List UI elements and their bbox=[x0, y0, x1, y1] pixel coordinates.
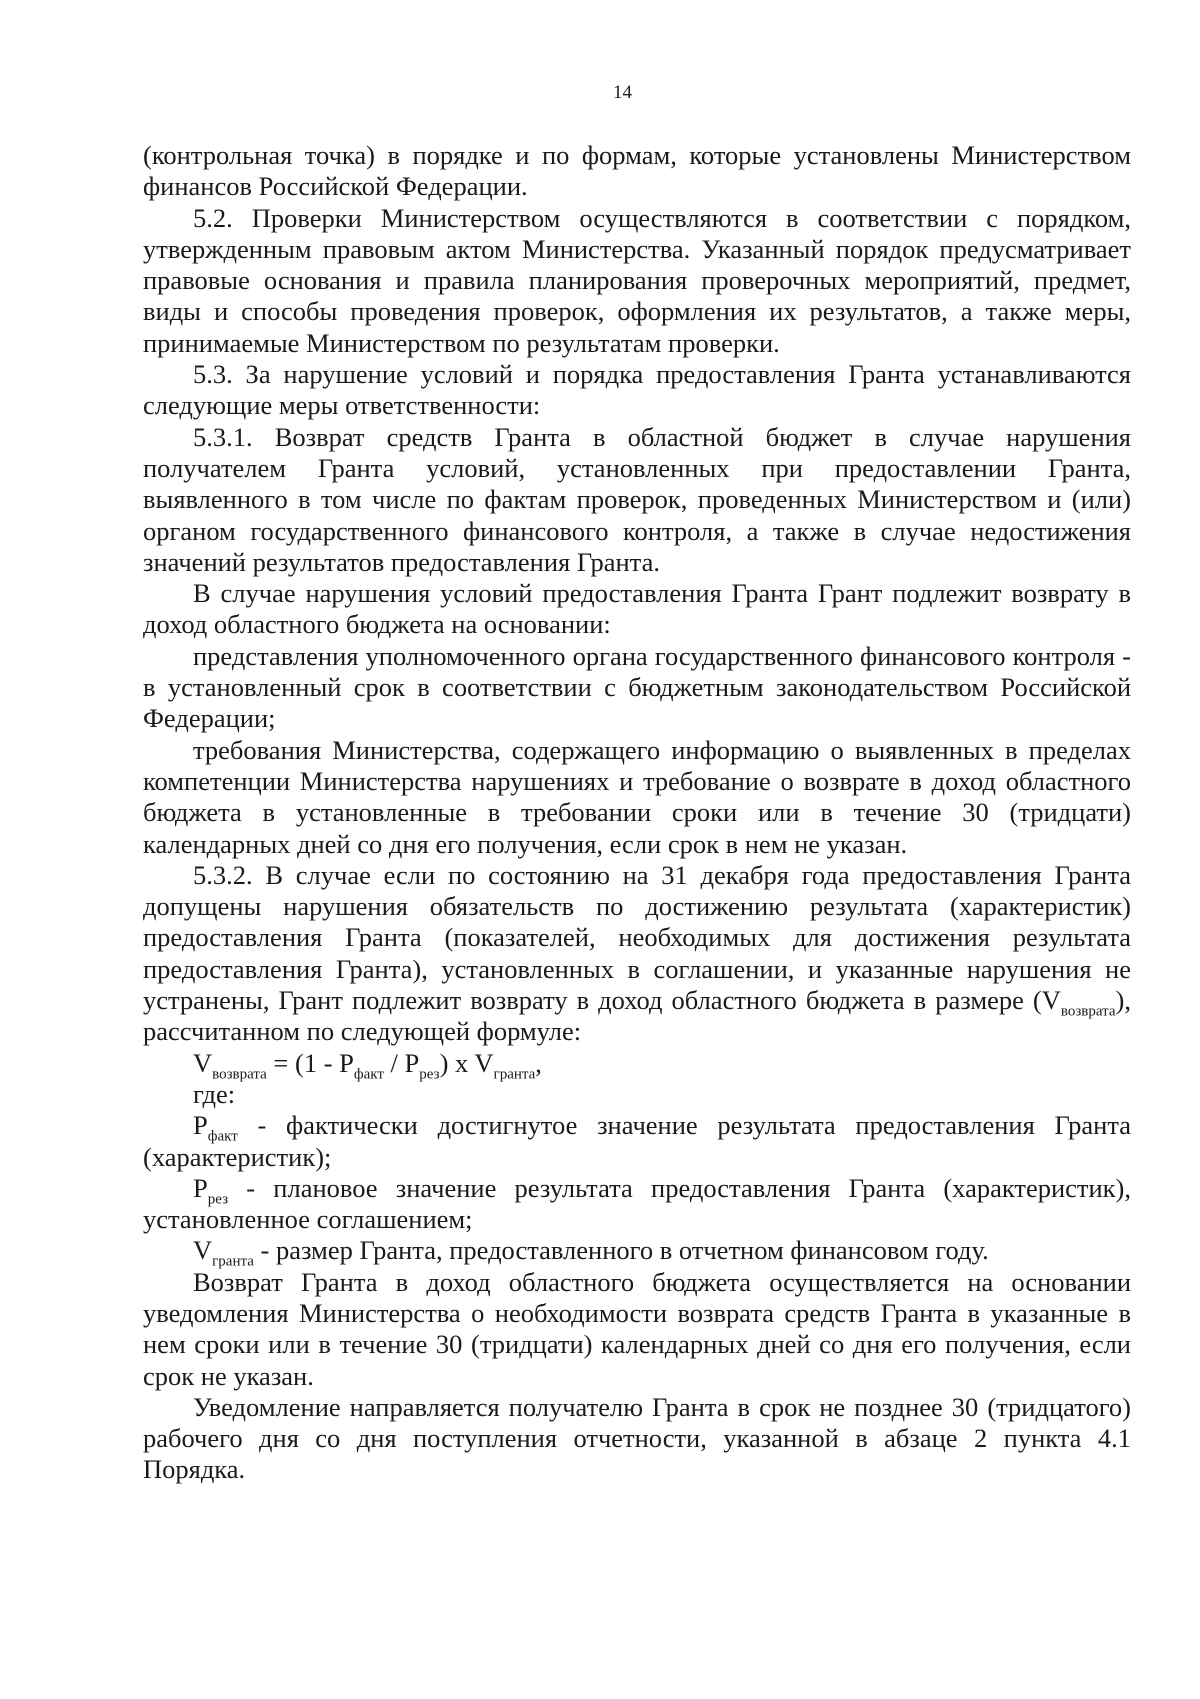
paragraph-5-3-2 bbox=[143, 860, 1131, 1048]
return-formula bbox=[143, 1047, 1131, 1082]
formula-pfact-sub: факт bbox=[353, 1065, 384, 1082]
paragraph-5-3-2-text: 5.3.2. В случае если по состоянию на 31 декабря года предоставления Гранта допущены нарушения обязательств по достижению результата (характеристик) предоставления Гранта (показателей, необходимых для достижения результата предоставления Гранта), установленных в соглашении, и указанные нарушения не устранены, Грант подлежит возврату в доход областного бюджета в размере (V bbox=[143, 859, 1131, 1016]
paragraph-continuation: (контрольная точка) в порядке и по формам, которые установлены Министерством финансов Российской Федерации. bbox=[143, 140, 1131, 202]
paragraph-5-2: 5.2. Проверки Министерством осуществляются в соответствии с порядком, утвержденным правовым актом Министерства. Указанный порядок предусматривает правовые основания и правила планирования проверочных мероприятий, предмет, виды и способы проведения проверок, оформления их результатов, а также меры, принимаемые Министерством по результатам проверки. bbox=[143, 202, 1131, 358]
paragraph-5-3: 5.3. За нарушение условий и порядка предоставления Гранта устанавливаются следующие меры ответственности: bbox=[143, 359, 1131, 421]
formula-v: V bbox=[193, 1047, 213, 1078]
paragraph-5-3-2-tail: ), рассчитанном по следующей формуле: bbox=[143, 985, 1131, 1047]
paragraph-ministry-requirement: требования Министерства, содержащего информацию о выявленных в пределах компетенции Министерства нарушениях и требование о возврате в доход областного бюджета в установленные в требовании сроки или в течение 30 (тридцати) календарных дней со дня его получения, если срок в нем не указан. bbox=[143, 734, 1131, 859]
formula-end: , bbox=[535, 1047, 542, 1078]
pfact-subscript: факт bbox=[207, 1128, 238, 1145]
document-body bbox=[143, 140, 1131, 1486]
pfact-text: - фактически достигнутое значение результата предоставления Гранта (характеристик); bbox=[143, 1110, 1131, 1172]
pres-text: - плановое значение результата предоставления Гранта (характеристик), установленное соглашением; bbox=[143, 1172, 1131, 1235]
page-number: 14 bbox=[613, 82, 632, 103]
formula-slash: / P bbox=[383, 1047, 420, 1078]
paragraph-return-notice: Возврат Гранта в доход областного бюджета осуществляется на основании уведомления Министерства о необходимости возврата средств Гранта в указанные в нем сроки или в течение 30 (тридцати) календарных дней со дня его получения, если срок не указан. bbox=[143, 1266, 1131, 1391]
pres-symbol: P bbox=[193, 1172, 208, 1203]
vgrant-text: - размер Гранта, предоставленного в отчетном финансовом году. bbox=[253, 1235, 989, 1266]
formula-v-sub: возврата bbox=[212, 1065, 267, 1082]
paragraph-notice-deadline: Уведомление направляется получателю Гранта в срок не позднее 30 (тридцатого) рабочего дня со дня поступления отчетности, указанной в абзаце 2 пункта 4.1 Порядка. bbox=[143, 1391, 1131, 1485]
definition-pres bbox=[143, 1173, 1131, 1236]
vgrant-symbol: V bbox=[193, 1235, 213, 1266]
where-label: где: bbox=[193, 1078, 236, 1109]
pres-subscript: рез bbox=[207, 1191, 229, 1208]
pfact-symbol: P bbox=[193, 1110, 208, 1141]
v-return-subscript: возврата bbox=[1060, 1003, 1116, 1020]
paragraph-return-basis: В случае нарушения условий предоставления Гранта Грант подлежит возврату в доход областного бюджета на основании: bbox=[143, 578, 1131, 640]
formula-eq: = (1 - P bbox=[266, 1047, 354, 1078]
definition-vgrant bbox=[143, 1235, 1131, 1270]
definition-pfact bbox=[143, 1110, 1131, 1173]
vgrant-subscript: гранта bbox=[212, 1253, 254, 1270]
paragraph-control-body: представления уполномоченного органа государственного финансового контроля - в установленный срок в соответствии с бюджетным законодательством Российской Федерации; bbox=[143, 640, 1131, 734]
formula-times: ) x V bbox=[439, 1047, 494, 1078]
paragraph-5-3-1: 5.3.1. Возврат средств Гранта в областной бюджет в случае нарушения получателем Гранта условий, установленных при предоставлении Гранта, выявленного в том числе по фактам проверок, проведенных Министерством и (или) органом государственного финансового контроля, а также в случае недостижения значений результатов предоставления Гранта. bbox=[143, 421, 1131, 577]
formula-vgrant-sub: гранта bbox=[493, 1065, 536, 1082]
formula-pres-sub: рез bbox=[419, 1065, 440, 1082]
